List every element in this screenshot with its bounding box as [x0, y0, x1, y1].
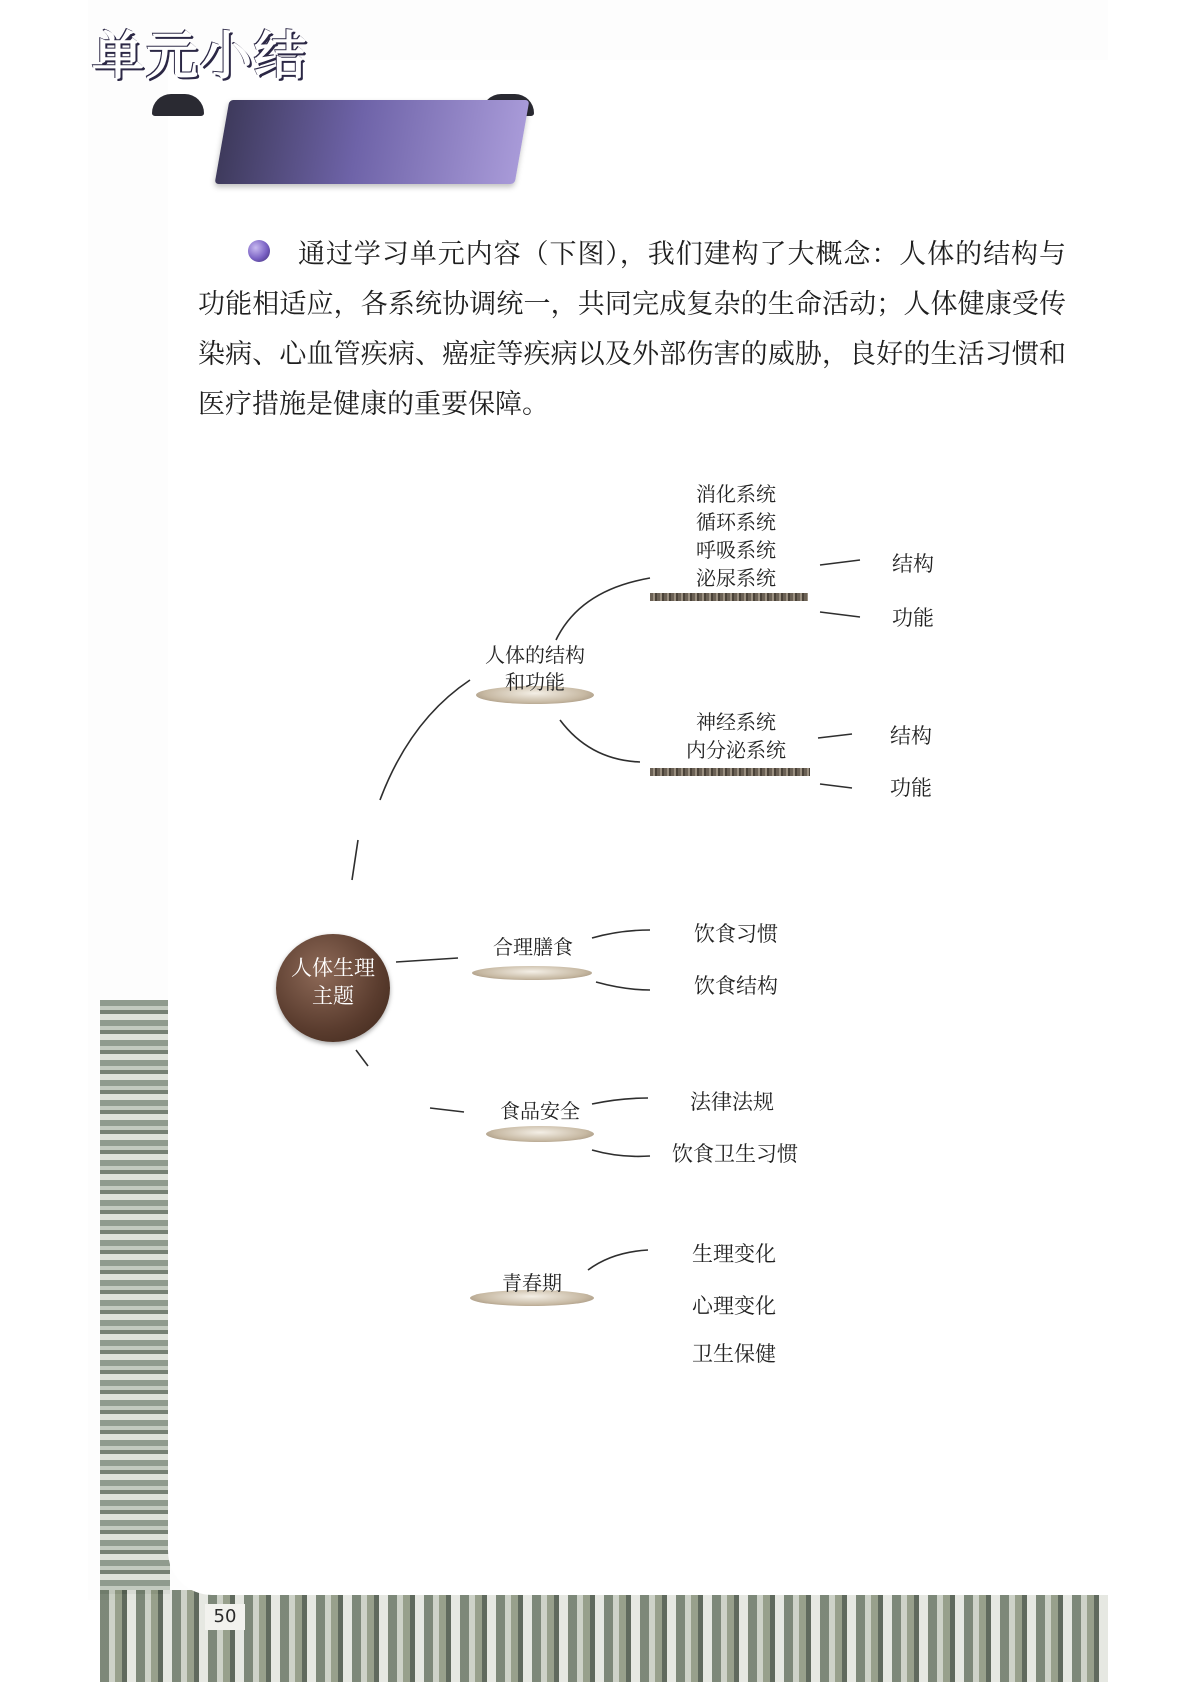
intro-paragraph: 通过学习单元内容（下图），我们建构了大概念：人体的结构与功能相适应，各系统协调统一，共同完成复杂的生命活动；人体健康受传染病、心血管疾病、癌症等疾病以及外部伤害的威胁，良好的生活习惯和医疗措施是健康的重要保障。 [198, 239, 1066, 420]
structure-node-label [470, 642, 600, 696]
puberty-leaf-physio: 生理变化 [692, 1242, 776, 1266]
diet-leaf-habits: 饮食习惯 [694, 922, 778, 946]
root-line1: 人体生理 [291, 956, 375, 980]
diet-leaf-structure: 饮食结构 [694, 974, 778, 998]
group1-leaf-function: 功能 [892, 606, 934, 630]
group2-underline [650, 768, 810, 776]
connector-structure-group2 [560, 720, 640, 762]
food-safety-node-pill [486, 1126, 594, 1142]
connector-food-hygiene [592, 1150, 650, 1156]
diet-node-label: 合理膳食 [493, 935, 573, 959]
connector-diet-habits [592, 930, 650, 938]
system-item: 循环系统 [696, 510, 776, 534]
connector-structure-group1 [556, 578, 650, 640]
food-safety-node-label: 食品安全 [500, 1099, 580, 1123]
connector-root-up [352, 840, 358, 880]
structure-line2: 和功能 [505, 670, 565, 694]
food-safety-leaf-law: 法律法规 [690, 1090, 774, 1114]
connector-food-dash [430, 1108, 464, 1112]
system-item: 消化系统 [696, 482, 776, 506]
connector-g1-function [820, 612, 860, 617]
diet-node-pill [472, 966, 592, 980]
system-item: 神经系统 [696, 710, 776, 734]
system-item: 泌尿系统 [696, 566, 776, 590]
connector-root-diet [396, 958, 458, 962]
puberty-leaf-psych: 心理变化 [692, 1294, 776, 1318]
group1-leaf-structure: 结构 [892, 552, 934, 576]
structure-line1: 人体的结构 [485, 643, 585, 667]
connector-food-law [592, 1098, 648, 1104]
root-node-label [276, 954, 390, 1010]
connector-root-food [356, 1050, 368, 1066]
puberty-node-label: 青春期 [502, 1271, 562, 1295]
puberty-leaf-health: 卫生保健 [692, 1342, 776, 1366]
connector-g1-structure [820, 560, 860, 565]
group2-leaf-function: 功能 [890, 776, 932, 800]
system-item: 呼吸系统 [696, 538, 776, 562]
group2-systems [672, 708, 800, 764]
connector-g2-function [820, 784, 852, 788]
system-item: 内分泌系统 [686, 738, 786, 762]
connector-diet-structure [596, 982, 650, 990]
connector-root-structure [380, 680, 470, 800]
food-safety-leaf-hygiene: 饮食卫生习惯 [672, 1142, 798, 1166]
section-title: 单元小结 [92, 27, 309, 87]
group1-systems [672, 480, 800, 592]
root-line2: 主题 [312, 984, 354, 1008]
group1-underline [650, 593, 808, 601]
connector-g2-structure [818, 734, 852, 738]
page-number: 50 [205, 1604, 245, 1630]
connector-puberty-physio [588, 1250, 648, 1270]
group2-leaf-structure: 结构 [890, 724, 932, 748]
